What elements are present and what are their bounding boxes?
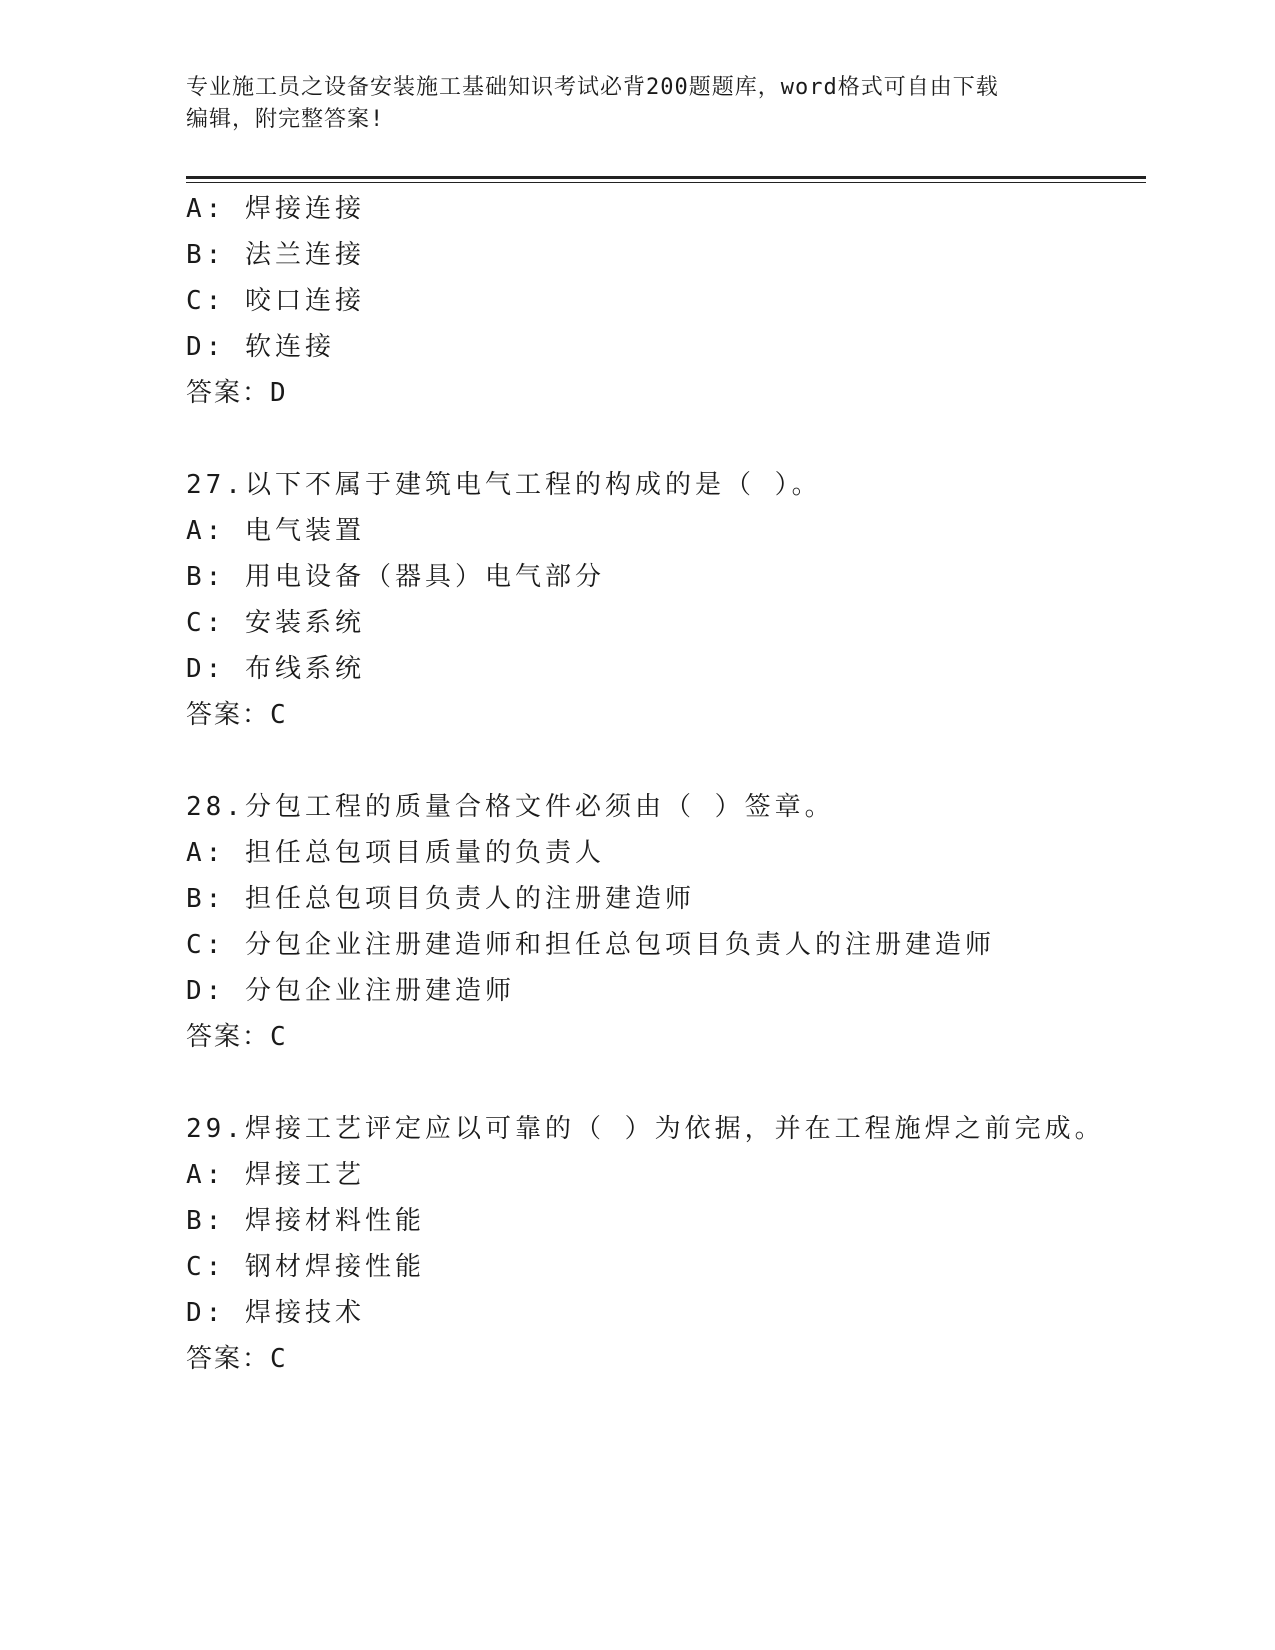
spacer bbox=[186, 738, 1146, 784]
option-d bbox=[186, 968, 1146, 1014]
option-letter: D: bbox=[186, 1298, 226, 1328]
option-a bbox=[186, 830, 1146, 876]
header-title-line-2: 编辑，附完整答案! bbox=[186, 107, 385, 132]
answer-line: 答案：D bbox=[186, 378, 288, 408]
option-a bbox=[186, 508, 1146, 554]
option-letter: B: bbox=[186, 884, 226, 914]
option-text: 分包企业注册建造师 bbox=[244, 976, 515, 1006]
option-text: 焊接技术 bbox=[244, 1298, 365, 1328]
option-a bbox=[186, 1152, 1146, 1198]
option-b bbox=[186, 232, 1146, 278]
option-a bbox=[186, 186, 1146, 232]
question-text: 27.以下不属于建筑电气工程的构成的是（ ）。 bbox=[186, 470, 822, 500]
option-d bbox=[186, 324, 1146, 370]
header-rule-thick bbox=[186, 176, 1146, 179]
option-c bbox=[186, 1244, 1146, 1290]
option-letter: A: bbox=[186, 194, 226, 224]
question-text: 28.分包工程的质量合格文件必须由（ ）签章。 bbox=[186, 792, 835, 822]
question-27 bbox=[186, 462, 1146, 738]
option-letter: B: bbox=[186, 240, 226, 270]
option-d bbox=[186, 646, 1146, 692]
option-text: 分包企业注册建造师和担任总包项目负责人的注册建造师 bbox=[244, 930, 995, 960]
question-29 bbox=[186, 1106, 1146, 1382]
option-text: 软连接 bbox=[244, 332, 335, 362]
option-text: 焊接材料性能 bbox=[244, 1206, 425, 1236]
option-d bbox=[186, 1290, 1146, 1336]
spacer bbox=[186, 1060, 1146, 1106]
answer-line: 答案：C bbox=[186, 700, 288, 730]
option-c bbox=[186, 600, 1146, 646]
option-letter: D: bbox=[186, 332, 226, 362]
option-text: 担任总包项目质量的负责人 bbox=[244, 838, 605, 868]
question-26 bbox=[186, 186, 1146, 416]
option-letter: C: bbox=[186, 930, 226, 960]
option-text: 电气装置 bbox=[244, 516, 365, 546]
option-letter: C: bbox=[186, 286, 226, 316]
document-header bbox=[186, 72, 1086, 136]
option-b bbox=[186, 1198, 1146, 1244]
option-letter: C: bbox=[186, 608, 226, 638]
answer-line: 答案：C bbox=[186, 1344, 288, 1374]
option-text: 焊接工艺 bbox=[244, 1160, 365, 1190]
option-text: 安装系统 bbox=[244, 608, 365, 638]
option-letter: A: bbox=[186, 1160, 226, 1190]
header-title-line-1: 专业施工员之设备安装施工基础知识考试必背200题题库，word格式可自由下载 bbox=[186, 75, 999, 100]
option-letter: D: bbox=[186, 654, 226, 684]
header-rule-thin bbox=[186, 182, 1146, 183]
option-text: 用电设备（器具）电气部分 bbox=[244, 562, 605, 592]
option-c bbox=[186, 922, 1146, 968]
option-text: 焊接连接 bbox=[244, 194, 365, 224]
option-c bbox=[186, 278, 1146, 324]
answer-line: 答案：C bbox=[186, 1022, 288, 1052]
spacer bbox=[186, 416, 1146, 462]
option-letter: B: bbox=[186, 562, 226, 592]
option-letter: C: bbox=[186, 1252, 226, 1282]
option-text: 布线系统 bbox=[244, 654, 365, 684]
option-b bbox=[186, 876, 1146, 922]
question-28 bbox=[186, 784, 1146, 1060]
option-letter: A: bbox=[186, 516, 226, 546]
option-letter: B: bbox=[186, 1206, 226, 1236]
option-text: 咬口连接 bbox=[244, 286, 365, 316]
question-text: 29.焊接工艺评定应以可靠的（ ）为依据，并在工程施焊之前完成。 bbox=[186, 1114, 1105, 1144]
option-letter: D: bbox=[186, 976, 226, 1006]
option-text: 钢材焊接性能 bbox=[244, 1252, 425, 1282]
option-letter: A: bbox=[186, 838, 226, 868]
option-b bbox=[186, 554, 1146, 600]
question-list bbox=[186, 186, 1146, 1382]
option-text: 担任总包项目负责人的注册建造师 bbox=[244, 884, 695, 914]
option-text: 法兰连接 bbox=[244, 240, 365, 270]
